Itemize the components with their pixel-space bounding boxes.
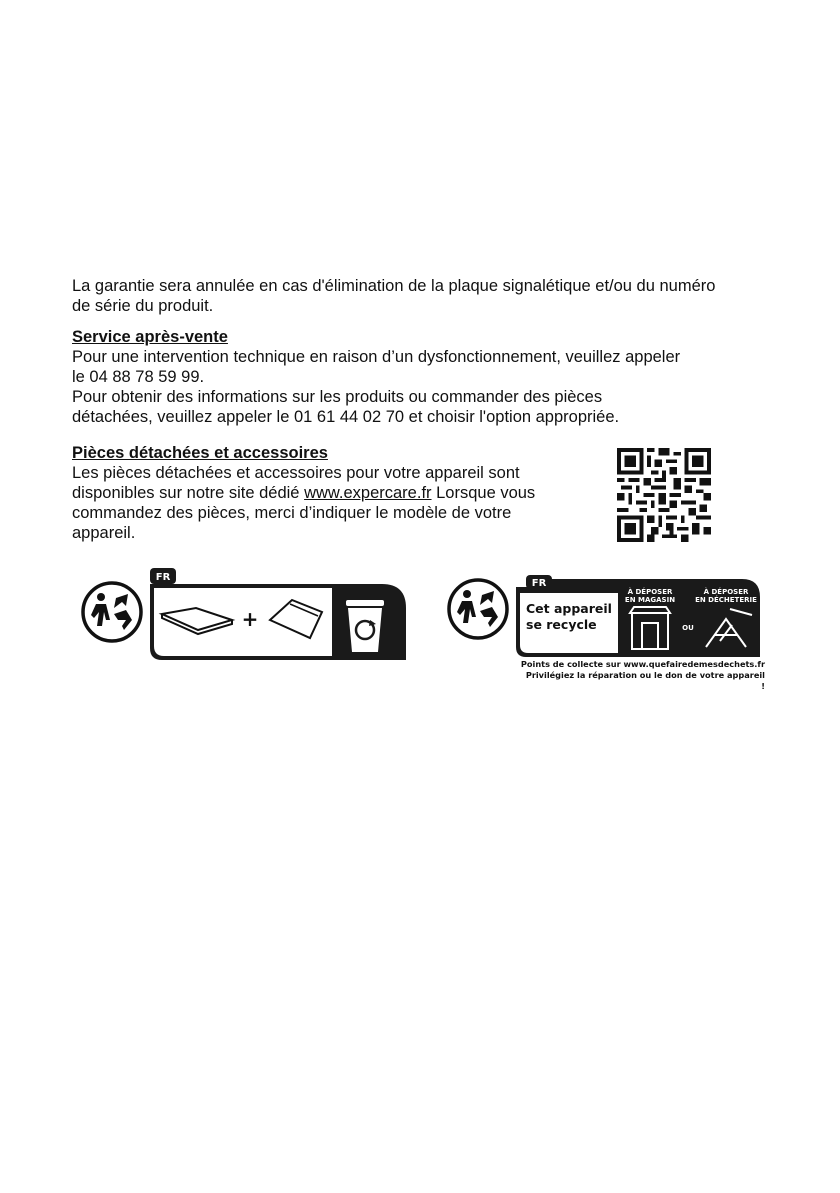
banner-title-line-1: Cet appareil [526, 601, 612, 616]
parts-line-2-end: Lorsque vous [431, 484, 536, 502]
fr-tag: FR [155, 572, 171, 583]
parts-section [72, 443, 592, 543]
parts-line-1: Les pièces détachées et accessoires pour votre appareil sont [72, 464, 520, 482]
service-line-3: Pour obtenir des informations sur les produits ou commander des pièces [72, 388, 603, 406]
parts-heading: Pièces détachées et accessoires [72, 444, 328, 462]
warranty-line-1: La garantie sera annulée en cas d'élimination de la plaque signalétique et/ou du numéro [72, 277, 716, 295]
triman-icon [80, 580, 144, 644]
expercare-link[interactable]: www.expercare.fr [304, 484, 432, 502]
parts-line-3: commandez des pièces, merci d’indiquer le modèle de votre [72, 504, 512, 522]
store-label-line-1: À DÉPOSER [627, 588, 673, 596]
repair-advice-text: Privilégiez la réparation ou le don de votre appareil ! [525, 670, 765, 691]
service-line-4: détachées, veuillez appeler le 01 61 44 02 70 et choisir l'option appropriée. [72, 408, 620, 426]
warranty-line-2: de série du produit. [72, 297, 214, 315]
warranty-paragraph [72, 276, 792, 316]
dump-label-line-1: À DÉPOSER [703, 588, 749, 596]
collection-points-text: Points de collecte sur www.quefairedemesdechets.fr [520, 659, 765, 669]
parts-line-4: appareil. [72, 524, 136, 542]
plus-sign: + [241, 607, 259, 631]
recycling-banner-packaging [150, 568, 406, 660]
store-label-line-2: EN MAGASIN [624, 596, 676, 604]
triman-icon [446, 577, 510, 641]
parts-line-2 [72, 483, 592, 503]
dump-label-line-2: EN DÉCHETERIE [695, 596, 757, 604]
service-line-2: le 04 88 78 59 99. [72, 368, 205, 386]
service-heading: Service après-vente [72, 328, 228, 346]
or-label: OU [682, 624, 694, 632]
fr-tag: FR [531, 578, 547, 589]
parts-line-2-start: disponibles sur notre site dédié [72, 484, 305, 502]
service-line-1: Pour une intervention technique en raison d’un dysfonctionnement, veuillez appeler [72, 348, 681, 366]
service-section [72, 327, 772, 427]
banner-title-line-2: se recycle [526, 617, 597, 632]
qr-code-icon[interactable] [617, 448, 711, 542]
recycling-banner-appliance [516, 575, 760, 657]
